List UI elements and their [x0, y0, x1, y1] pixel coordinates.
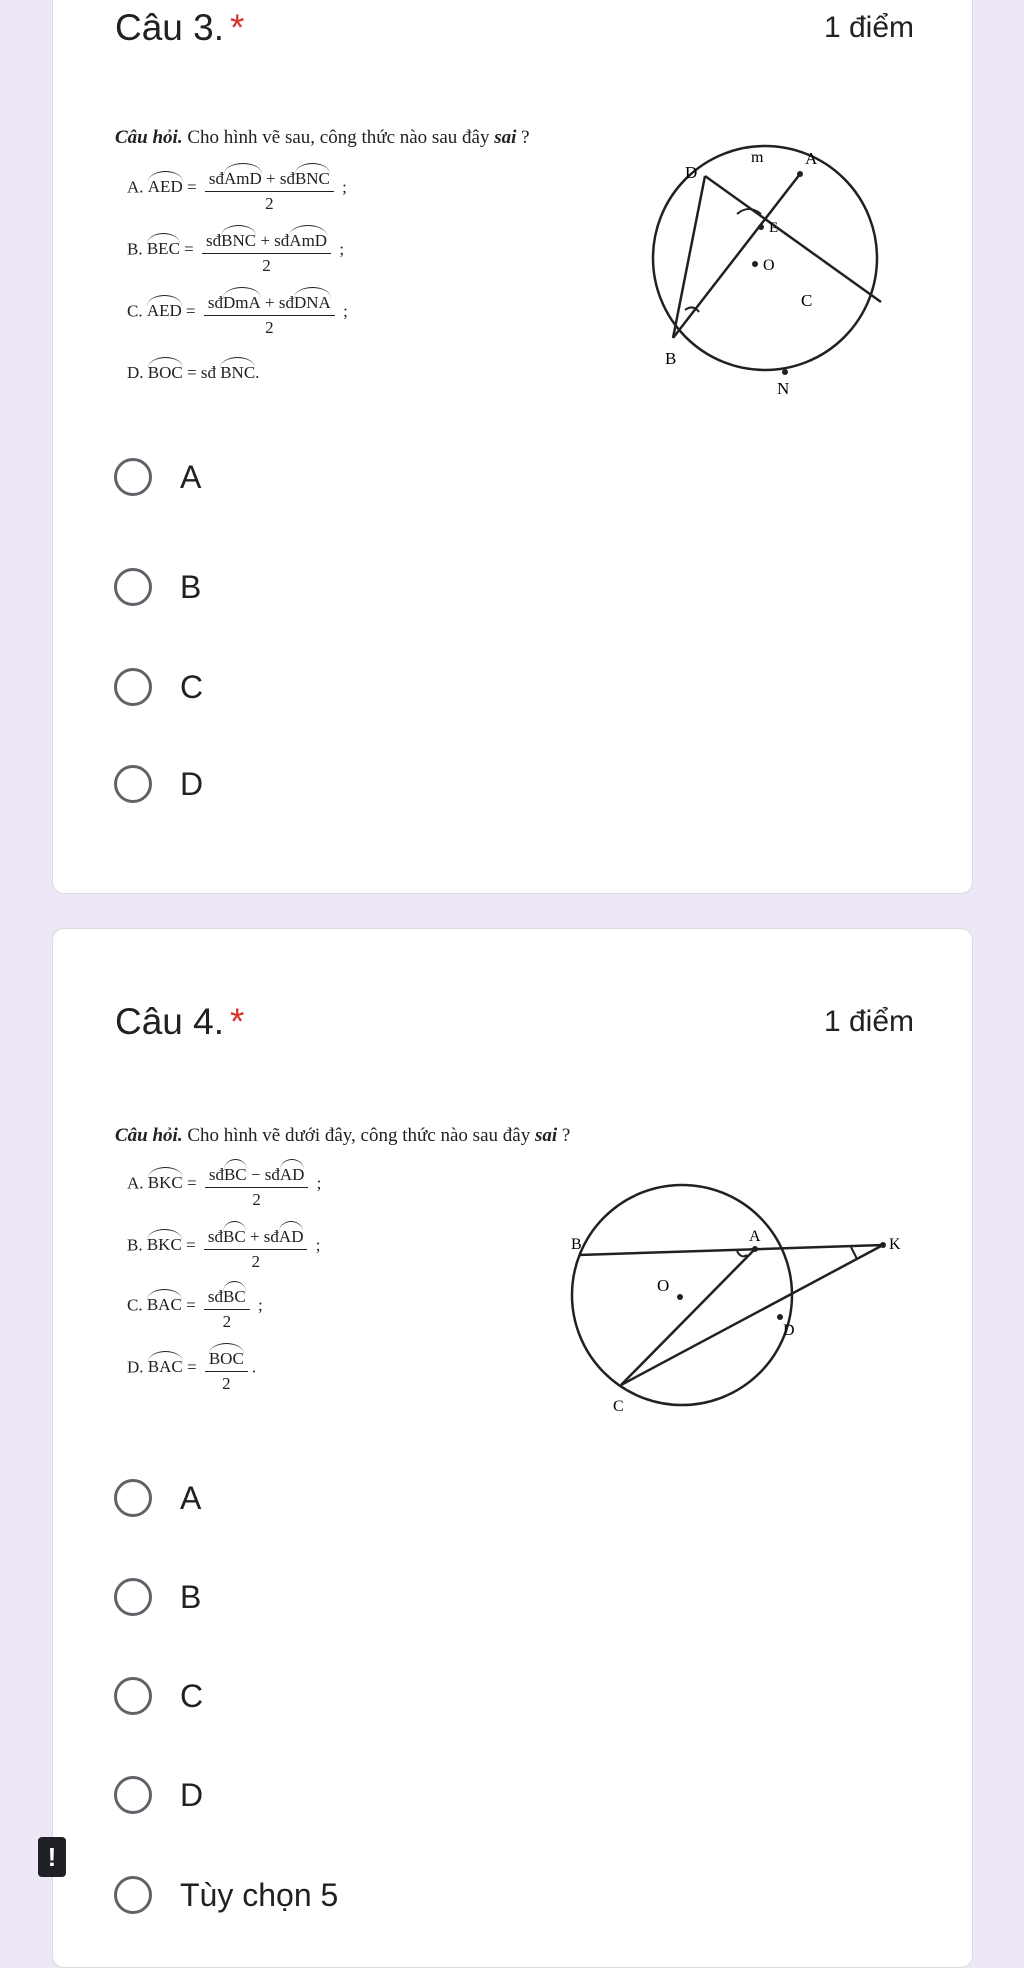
required-mark: *: [230, 7, 245, 48]
question-points: 1 điểm: [823, 11, 914, 44]
question-points: 1 điểm: [823, 1005, 914, 1038]
label-m: m: [751, 149, 764, 166]
label-o: O: [657, 1276, 670, 1295]
label-c: C: [613, 1398, 624, 1415]
choice-d[interactable]: D: [114, 1776, 203, 1814]
circle-figure-3: [665, 132, 818, 398]
radio-button[interactable]: [114, 458, 152, 496]
question-stem: Câu hỏi. Cho hình vẽ sau, công thức nào sau đây sai ?: [115, 127, 530, 148]
choice-b[interactable]: B: [114, 568, 201, 606]
label-d: D: [783, 1322, 795, 1339]
formula-c: C. BAC = $\frac{\text{sđBC}}{2}$ ;: [127, 1281, 263, 1332]
label-c: C: [801, 291, 813, 310]
exclamation-icon: !: [38, 1837, 66, 1877]
label-a: A: [805, 149, 818, 168]
question-image: [115, 127, 818, 427]
radio-button[interactable]: [114, 1677, 152, 1715]
radio-button[interactable]: [114, 1479, 152, 1517]
formula-c: C. AED = $\frac{\text{sđDmA + sđDNA}}{2}$ ;: [127, 287, 348, 338]
choice-other[interactable]: Tùy chọn 5: [114, 1876, 338, 1914]
label-a: A: [749, 1228, 761, 1245]
choice-c[interactable]: C: [114, 1677, 203, 1715]
label-e: E: [769, 220, 779, 236]
question-image: [115, 1125, 901, 1425]
choice-c[interactable]: C: [114, 668, 203, 706]
label-o: O: [763, 257, 775, 274]
question-stem: Câu hỏi. Cho hình vẽ dưới đây, công thức nào sau đây sai ?: [115, 1125, 571, 1146]
radio-button[interactable]: [114, 668, 152, 706]
circle-figure-4: [565, 1185, 905, 1415]
formula-d: D. BOC = sđ BNC.: [127, 363, 260, 382]
label-b: B: [571, 1236, 582, 1253]
formula-d: D. BAC = $\frac{\text{BOC}}{2}$ .: [127, 1343, 256, 1394]
choice-a[interactable]: A: [114, 1479, 201, 1517]
question-card-3: [52, 0, 973, 894]
radio-button[interactable]: [114, 1776, 152, 1814]
radio-button[interactable]: [114, 1876, 152, 1914]
choice-a[interactable]: A: [114, 458, 201, 496]
question-title: Câu 4. *: [115, 1001, 245, 1042]
formula-b: B. BEC = $\frac{\text{sđBNC + sđAmD}}{2}$ ;: [127, 225, 344, 276]
formula-a: A. BKC = $\frac{\text{sđBC − sđAD}}{2}$ ;: [127, 1159, 321, 1210]
label-k: K: [889, 1236, 901, 1253]
radio-button[interactable]: [114, 1578, 152, 1616]
radio-button[interactable]: [114, 765, 152, 803]
question-title: Câu 3. *: [115, 7, 245, 48]
formula-a: A. AED = $\frac{\text{sđAmD + sđBNC}}{2}$ ;: [127, 163, 347, 214]
choice-b[interactable]: B: [114, 1578, 201, 1616]
required-mark: *: [230, 1001, 245, 1042]
label-d: D: [685, 163, 698, 182]
formula-b: B. BKC = $\frac{\text{sđBC + sđAD}}{2}$ ;: [127, 1221, 320, 1272]
radio-button[interactable]: [114, 568, 152, 606]
label-b: B: [665, 349, 677, 368]
choice-d[interactable]: D: [114, 765, 203, 803]
label-n: N: [777, 379, 790, 398]
